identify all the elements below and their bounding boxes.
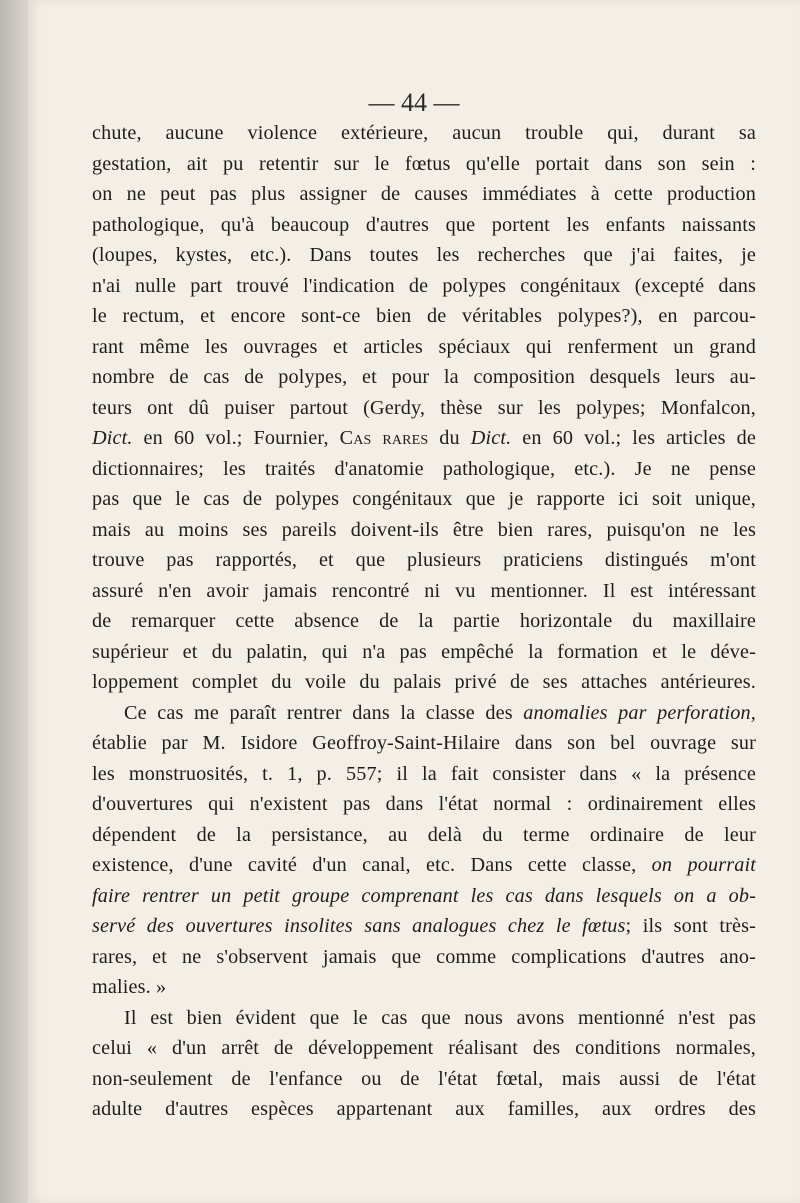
book-page (28, 0, 800, 1203)
paragraph-2 (92, 698, 756, 1003)
inline-text: ; ils sont très- (625, 915, 756, 937)
text-line: les monstruosités, t. 1, p. 557; il la fait consister dans « la présence (92, 762, 756, 785)
text-line: teurs ont dû puiser partout (Gerdy, thèse sur les polypes; Monfalcon, (92, 396, 756, 419)
paragraph-3 (92, 1003, 756, 1125)
text-line: établie par M. Isidore Geoffroy-Saint-Hilaire dans son bel ouvrage sur (92, 732, 756, 754)
text-line: de remarquer cette absence de la partie horizontale du maxillaire (92, 610, 756, 632)
text-line: dépendent de la persistance, au delà du terme ordinaire de leur (92, 823, 756, 846)
italic-text: anomalies par perforation, (523, 701, 756, 724)
small-caps-text: Cas rares (339, 427, 429, 449)
book-gutter (0, 0, 28, 1203)
text-line: pas que le cas de polypes congénitaux que je rapporte ici soit unique, (92, 488, 756, 510)
text-line: non-seulement de l'enfance ou de l'état fœtal, mais aussi de l'état (92, 1067, 756, 1090)
text-line: dictionnaires; les traités d'anatomie pathologique, etc.). Je ne pense (92, 457, 756, 480)
italic-text: Dict. (92, 427, 133, 449)
text-line: loppement complet du voile du palais privé de ses attaches antérieures. (92, 671, 756, 693)
inline-text: Ce cas me paraît rentrer dans la classe des (124, 701, 524, 724)
text-line: (loupes, kystes, etc.). Dans toutes les recherches que j'ai faites, je (92, 244, 756, 266)
text-line (92, 850, 756, 881)
text-line (92, 911, 756, 942)
text-line: nombre de cas de polypes, et pour la composition desquels leurs au- (92, 366, 756, 388)
text-line: trouve pas rapportés, et que plusieurs praticiens distingués m'ont (92, 549, 756, 571)
text-line: le rectum, et encore sont-ce bien de véritables polypes?), en parcou- (92, 305, 756, 327)
page-number: — 44 — (368, 88, 460, 117)
text-line: celui « d'un arrêt de développement réalisant des conditions normales, (92, 1037, 756, 1059)
italic-text: faire rentrer un petit groupe comprenant les cas dans lesquels on a ob- (92, 884, 756, 907)
text-line: n'ai nulle part trouvé l'indication de polypes congénitaux (excepté dans (92, 274, 756, 297)
text-line: mais au moins ses pareils doivent-ils être bien rares, puisqu'on ne les (92, 518, 756, 541)
italic-text: on pourrait (651, 854, 756, 876)
paragraph-1 (92, 118, 756, 698)
text-line: adulte d'autres espèces appartenant aux familles, aux ordres des (92, 1098, 756, 1120)
italic-text: Dict. (470, 427, 512, 449)
text-line (92, 698, 756, 729)
inline-text: en 60 vol.; Fournier, (132, 427, 340, 449)
text-line: gestation, ait pu retentir sur le fœtus qu'elle portait dans son sein : (92, 152, 756, 175)
text-line (92, 423, 756, 454)
text-line (92, 881, 756, 912)
text-line: rares, et ne s'observent jamais que comme complications d'autres ano- (92, 945, 756, 968)
text-line: on ne peut pas plus assigner de causes immédiates à cette production (92, 183, 756, 205)
text-line: malies. » (92, 976, 167, 998)
inline-text: du (428, 427, 471, 449)
text-line: rant même les ouvrages et articles spéciaux qui renferment un grand (92, 335, 756, 358)
inline-text: en 60 vol.; les articles de (511, 427, 756, 449)
text-line: d'ouvertures qui n'existent pas dans l'état normal : ordinairement elles (92, 793, 756, 815)
text-line: Il est bien évident que le cas que nous avons mentionné n'est pas (124, 1006, 756, 1029)
body-text (92, 118, 756, 1125)
text-line: supérieur et du palatin, qui n'a pas empêché la formation et le déve- (92, 640, 756, 663)
text-line: chute, aucune violence extérieure, aucun trouble qui, durant sa (92, 122, 756, 144)
inline-text: existence, d'une cavité d'un canal, etc. Dans cette classe, (92, 854, 652, 876)
italic-text: servé des ouvertures insolites sans analogues chez le fœtus (92, 915, 626, 937)
text-line: assuré n'en avoir jamais rencontré ni vu mentionner. Il est intéressant (92, 579, 756, 602)
text-line: pathologique, qu'à beaucoup d'autres que portent les enfants naissants (92, 213, 756, 236)
